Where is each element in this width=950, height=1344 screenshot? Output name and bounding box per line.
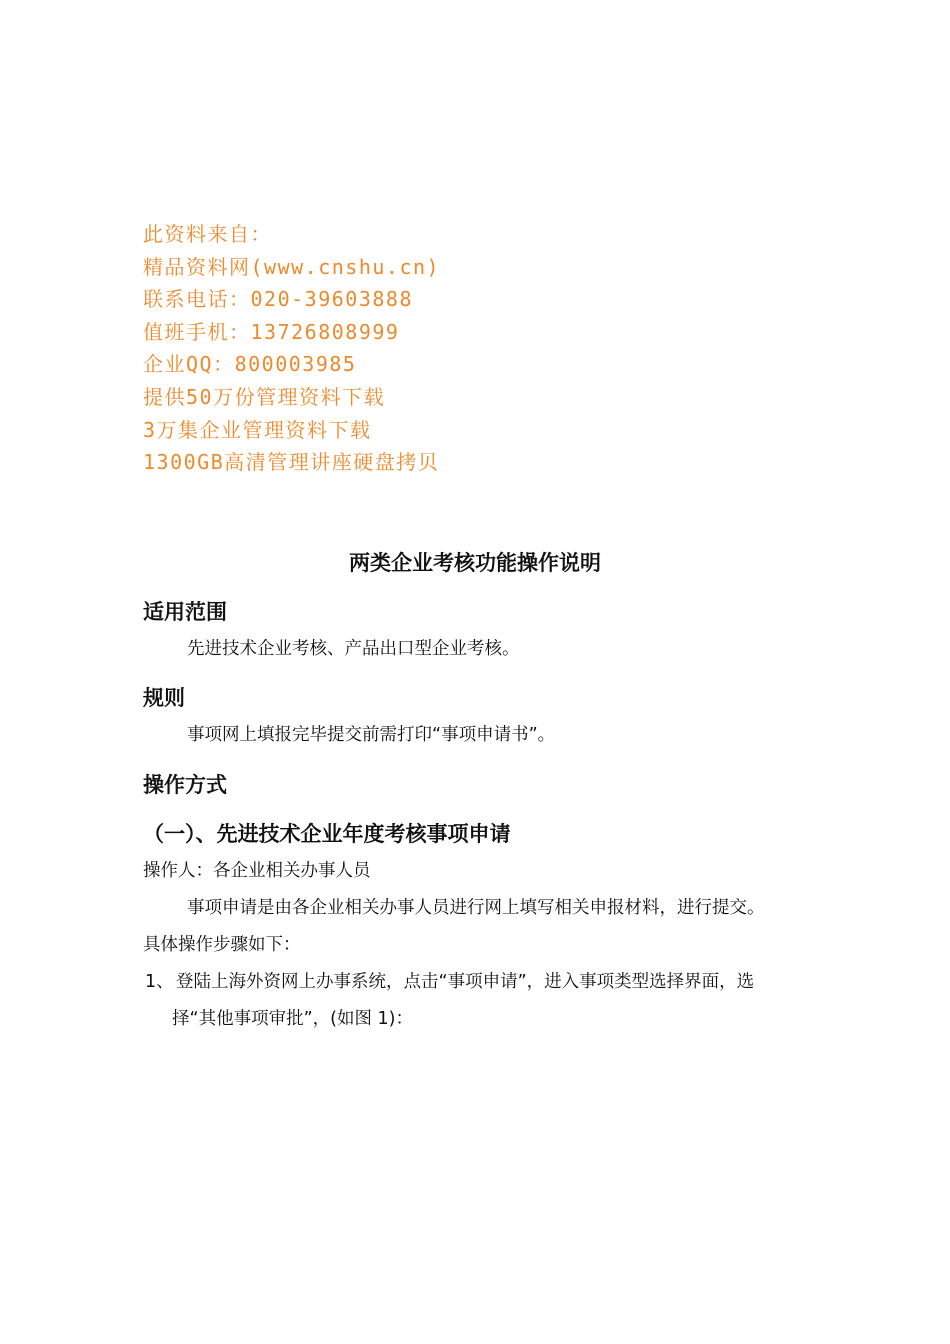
source-line-offer-2: 3万集企业管理资料下载 [143, 417, 372, 442]
source-line-mobile: 值班手机：13726808999 [143, 319, 400, 344]
section-heading-method: 操作方式 [143, 773, 227, 797]
document-title: 两类企业考核功能操作说明 [349, 551, 601, 575]
section-heading-rules: 规则 [143, 686, 185, 710]
section-text-scope: 先进技术企业考核、产品出口型企业考核。 [187, 639, 520, 659]
source-line-phone: 联系电话：020-39603888 [143, 287, 413, 312]
step-1-text-line-2: 择“其他事项审批”，(如图 1)： [172, 1009, 413, 1029]
sub-heading-advanced-tech: （一）、先进技术企业年度考核事项申请 [143, 822, 511, 846]
step-1-text-line-1: 登陆上海外资网上办事系统，点击“事项申请”，进入事项类型选择界面，选 [176, 972, 755, 992]
source-line-offer-3: 1300GB高清管理讲座硬盘拷贝 [143, 450, 440, 475]
operator-line: 操作人：各企业相关办事人员 [143, 861, 371, 881]
steps-intro-line: 具体操作步骤如下： [143, 935, 301, 955]
source-line-qq: 企业QQ：800003985 [143, 352, 357, 377]
source-line-website: 精品资料网(www.cnshu.cn) [143, 254, 441, 279]
section-text-rules: 事项网上填报完毕提交前需打印“事项申请书”。 [187, 725, 556, 745]
description-line: 事项申请是由各企业相关办事人员进行网上填写相关申报材料，进行提交。 [187, 898, 765, 918]
source-line-offer-1: 提供50万份管理资料下载 [143, 384, 386, 409]
step-1-number: 1、 [145, 972, 174, 992]
source-info-block [143, 218, 703, 479]
section-heading-scope: 适用范围 [143, 600, 227, 624]
source-line-origin: 此资料来自： [143, 222, 272, 246]
